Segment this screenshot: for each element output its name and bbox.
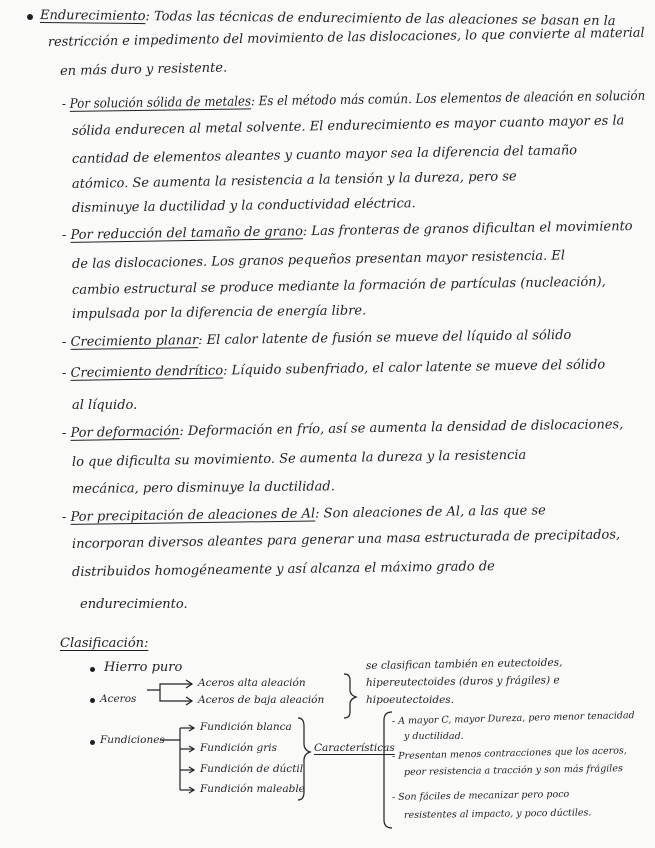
- method-line: de las dislocaciones. Los granos pequeños presentan mayor resistencia. El: [71, 248, 566, 272]
- method-line: atómico. Se aumenta la resistencia a la tensión y la dureza, pero se: [71, 169, 517, 192]
- fundicion-blanca: Fundición blanca: [200, 721, 292, 733]
- method-text: : Las fronteras de granos dificultan el movimiento: [302, 219, 633, 240]
- caracteristica-1b: y ductilidad.: [404, 731, 464, 742]
- method-heading: Por precipitación de aleaciones de Al: [70, 506, 316, 525]
- aceros-alta: Aceros alta aleación: [198, 677, 306, 689]
- method-tamano-grano: - Por reducción del tamaño de grano: Las fronteras de granos dificultan el movimiento: [61, 219, 633, 243]
- method-line: mecánica, pero disminuye la ductilidad.: [71, 479, 335, 497]
- fundiciones-label: Fundiciones: [100, 734, 165, 746]
- aceros-note-1: se clasifican también en eutectoides,: [365, 656, 563, 672]
- caracteristica-2b: peor resistencia a tracción y son más frágiles: [403, 763, 623, 778]
- method-line: incorporan diversos aleantes para generar una masa estructurada de precipitados,: [71, 527, 621, 552]
- method-text: : El calor latente de fusión se mueve del líquido al sólido: [198, 327, 572, 349]
- fundicion-ductil: Fundición de dúctil: [200, 763, 304, 775]
- bracket-caracteristicas: [384, 712, 392, 828]
- method-line: lo que dificulta su movimiento. Se aumenta la dureza y la resistencia: [71, 447, 527, 470]
- method-heading: Por reducción del tamaño de grano: [70, 224, 303, 243]
- method-line: distribuidos homogéneamente y así alcanza el máximo grado de: [71, 559, 495, 580]
- method-line: impulsada por la diferencia de energía libre.: [71, 303, 367, 322]
- hierro-puro: Hierro puro: [104, 660, 183, 675]
- arrow-aceros-baja: [160, 690, 192, 701]
- method-text: : Son aleaciones de Al, a las que se: [315, 503, 546, 522]
- brace-fundiciones: [298, 718, 310, 800]
- method-deformacion: - Por deformación: Deformación en frío, así se aumenta la densidad de dislocaciones,: [61, 417, 624, 441]
- method-heading: Crecimiento dendrítico: [70, 363, 224, 381]
- fundicion-gris: Fundición gris: [200, 742, 278, 754]
- method-line: disminuye la ductilidad y la conductividad eléctrica.: [71, 196, 416, 216]
- aceros-note-3: hipoeutectoides.: [366, 694, 455, 706]
- caracteristica-2: - Presentan menos contracciones que los aceros,: [391, 745, 627, 762]
- arrow-aceros-alta: [147, 684, 192, 690]
- intro-line-3: en más duro y resistente.: [59, 60, 228, 79]
- method-line: cantidad de elementos aleantes y cuanto mayor sea la diferencia del tamaño: [71, 143, 578, 167]
- method-solucion-solida: - Por solución sólida de metales: Es el método más común. Los elementos de aleación en solución: [61, 88, 646, 112]
- method-heading: Por solución sólida de metales: [69, 94, 252, 112]
- method-text: : Es el método más común. Los elementos de aleación en solución: [250, 88, 646, 110]
- intro-text-1: : Todas las técnicas de endurecimiento de las aleaciones se basan en la: [145, 9, 616, 30]
- method-line: endurecimiento.: [80, 597, 188, 612]
- method-precipitacion: - Por precipitación de aleaciones de Al: Son aleaciones de Al, a las que se: [61, 503, 546, 525]
- method-text: : Deformación en frío, así se aumenta la densidad de dislocaciones,: [179, 417, 624, 440]
- aceros-baja: Aceros de baja aleación: [198, 694, 325, 706]
- classification-title: Clasificación:: [60, 636, 149, 651]
- aceros-label: Aceros: [100, 693, 137, 705]
- intro-line-2: restricción e impedimento del movimiento de las dislocaciones, lo que convierte al material: [47, 25, 645, 50]
- method-line: al líquido.: [72, 398, 138, 413]
- caracteristicas-label: Características: [314, 742, 395, 754]
- aceros-note-2: hipereutectoides (duros y frágiles) e: [365, 674, 560, 689]
- method-line: sólida endurecen al metal solvente. El endurecimiento es mayor cuanto mayor es la: [71, 113, 625, 139]
- method-crecimiento-dendritico: - Crecimiento dendrítico: Líquido subenfriado, el calor latente se mueve del sólido: [61, 357, 606, 381]
- method-text: : Líquido subenfriado, el calor latente se mueve del sólido: [222, 357, 606, 379]
- method-heading: Por deformación: [70, 424, 180, 441]
- caracteristica-3b: resistentes al impacto, y poco dúctiles.: [403, 807, 592, 821]
- endurecimiento-term: Endurecimiento: [39, 8, 146, 25]
- method-crecimiento-planar: - Crecimiento planar: El calor latente de fusión se mueve del líquido al sólido: [61, 327, 572, 350]
- brace-aceros: [344, 674, 356, 718]
- fundicion-maleable: Fundición maleable: [200, 783, 305, 795]
- method-line: cambio estructural se produce mediante la formación de partículas (nucleación),: [71, 274, 606, 298]
- method-heading: Crecimiento planar: [70, 333, 199, 350]
- caracteristica-3: - Son fáciles de mecanizar pero poco: [391, 788, 570, 803]
- caracteristica-1: - A mayor C, mayor Dureza, pero menor tenacidad: [391, 710, 635, 727]
